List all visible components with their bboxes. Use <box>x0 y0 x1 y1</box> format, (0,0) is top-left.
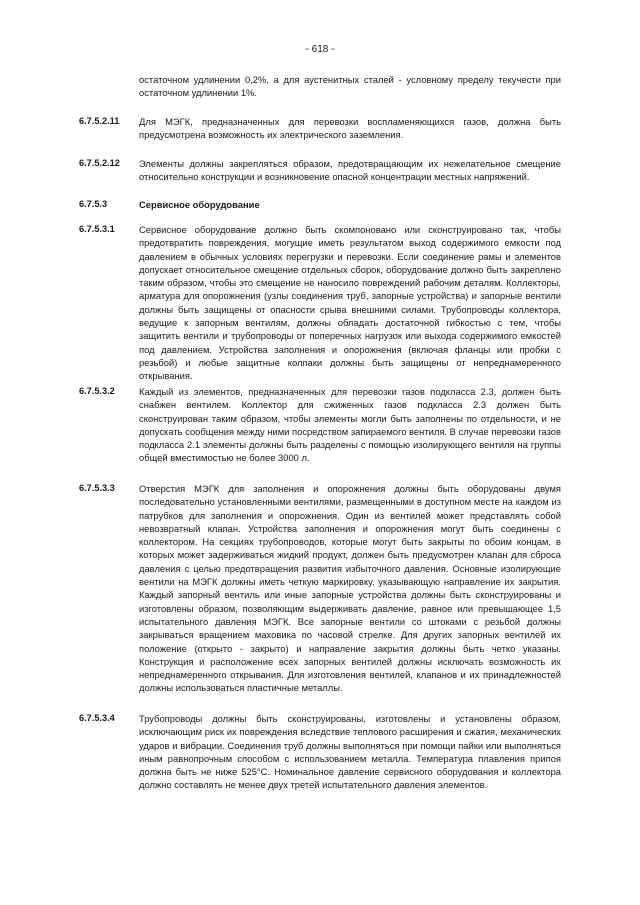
section-number: 6.7.5.2.11 <box>79 116 120 126</box>
section-6-7-5-3 <box>79 198 561 211</box>
section-6-7-5-3-1 <box>79 223 561 383</box>
section-number: 6.7.5.3.1 <box>79 224 115 234</box>
section-number: 6.7.5.2.12 <box>79 158 120 168</box>
section-6-7-5-3-4 <box>79 712 561 792</box>
continuation-text: остаточном удлинении 0,2%, а для аустенитных сталей - условному пределу текучести при остаточном удлинении 1%. <box>139 74 561 99</box>
section-number: 6.7.5.3.4 <box>79 713 115 723</box>
section-text: Сервисное оборудование должно быть скомпоновано или сконструировано так, чтобы предотвратить повреждения, могущие иметь результатом выход содержимого емкости под давлением в обычных условиях перегрузки и перевозки. Если соединение рамы и элементов допускает относительное смещение отдельных сборок, оборудование должно быть закреплено таким образом, чтобы это смещение не наносило повреждений рабочим деталям. Коллекторы, арматура для опорожнения (узлы соединения труб, запорные устройства) и запорные вентили должны быть защищены от опасности срыва внешними силами. Трубопроводы коллектора, ведущие к запорным вентилям, должны обладать достаточной гибкостью с тем, чтобы защитить вентили и трубопроводы от поперечных нагрузок или выхода содержимого емкостей под давлением. Устройства заполнения и опорожнения (включая фланцы или пробки с резьбой) и любые защитные колпаки должны быть защищены от непреднамеренного открывания. <box>139 224 561 382</box>
section-6-7-5-2-11 <box>79 115 561 142</box>
section-text: Трубопроводы должны быть сконструированы, изготовлены и установлены образом, исключающим риск их повреждения вследствие теплового расширения и сжатия, механических ударов и вибрации. Соединения труб должны выполняться при помощи пайки или выполняться иным равнопрочным способом с использованием металла. Температура плавления припоя должна быть не ниже 525°C. Номинальное давление сервисного оборудования и коллектора должно составлять не менее двух третей испытательного давления элементов. <box>139 713 561 791</box>
section-text: Отверстия МЭГК для заполнения и опорожнения должны быть оборудованы двумя последовательно установленными вентилями, размещенными в доступном месте на каждом из патрубков для заполнения и опорожнения. Один из вентилей может представлять собой невозвратный клапан. Устройства заполнения и опорожнения могут быть соединены с коллектором. На секциях трубопроводов, которые могут быть закрыты по обоим концам, в которых может задерживаться жидкий продукт, должен быть предусмотрен клапан для сброса давления с целью предотвращения развития избыточного давления. Основные изолирующие вентили на МЭГК должны иметь четкую маркировку, указывающую направление их закрытия. Каждый запорный вентиль или иные запорные устройства должны быть сконструированы и изготовлены образом, позволяющим выдерживать давление, равное или превышающее 1,5 испытательного давления МЭГК. Все запорные вентили со штоками с резьбой должны закрываться вращением маховика по часовой стрелке. Для других запорных вентилей их положение (открыто - закрыто) и направление закрытия должны быть четко указаны. Конструкция и расположение всех запорных вентилей должны исключать возможность их непреднамеренного открывания. Для изготовления вентилей, клапанов и их принадлежностей должны использоваться пластичные металлы. <box>139 483 561 694</box>
section-text: Каждый из элементов, предназначенных для перевозки газов подкласса 2.3, должен быть снабжен вентилем. Коллектор для сжиженных газов подкласса 2.3 должен быть сконструирован таким образом, чтобы элементы могли быть заполнены по отдельности, и не допускать сообщения между ними посредством запираемого вентиля. В случае перевозки газов подкласса 2.1 элементы должны быть разделены с помощью изолирующего вентиля на группы общей вместимостью не более 3000 л. <box>139 386 561 464</box>
section-text: Для МЭГК, предназначенных для перевозки воспламеняющихся газов, должна быть предусмотрена возможность их электрического заземления. <box>139 116 561 141</box>
section-text: Элементы должны закрепляться образом, предотвращающим их нежелательное смещение относительно конструкции и возникновение опасной концентрации местных напряжений. <box>139 158 561 183</box>
section-number: 6.7.5.3 <box>79 199 108 209</box>
section-number: 6.7.5.3.3 <box>79 483 115 493</box>
section-number: 6.7.5.3.2 <box>79 386 115 396</box>
page-number: - 618 - <box>305 44 335 55</box>
section-title: Сервисное оборудование <box>139 199 260 210</box>
section-6-7-5-2-12 <box>79 157 561 184</box>
section-6-7-5-3-3 <box>79 482 561 695</box>
section-6-7-5-3-2 <box>79 385 561 465</box>
